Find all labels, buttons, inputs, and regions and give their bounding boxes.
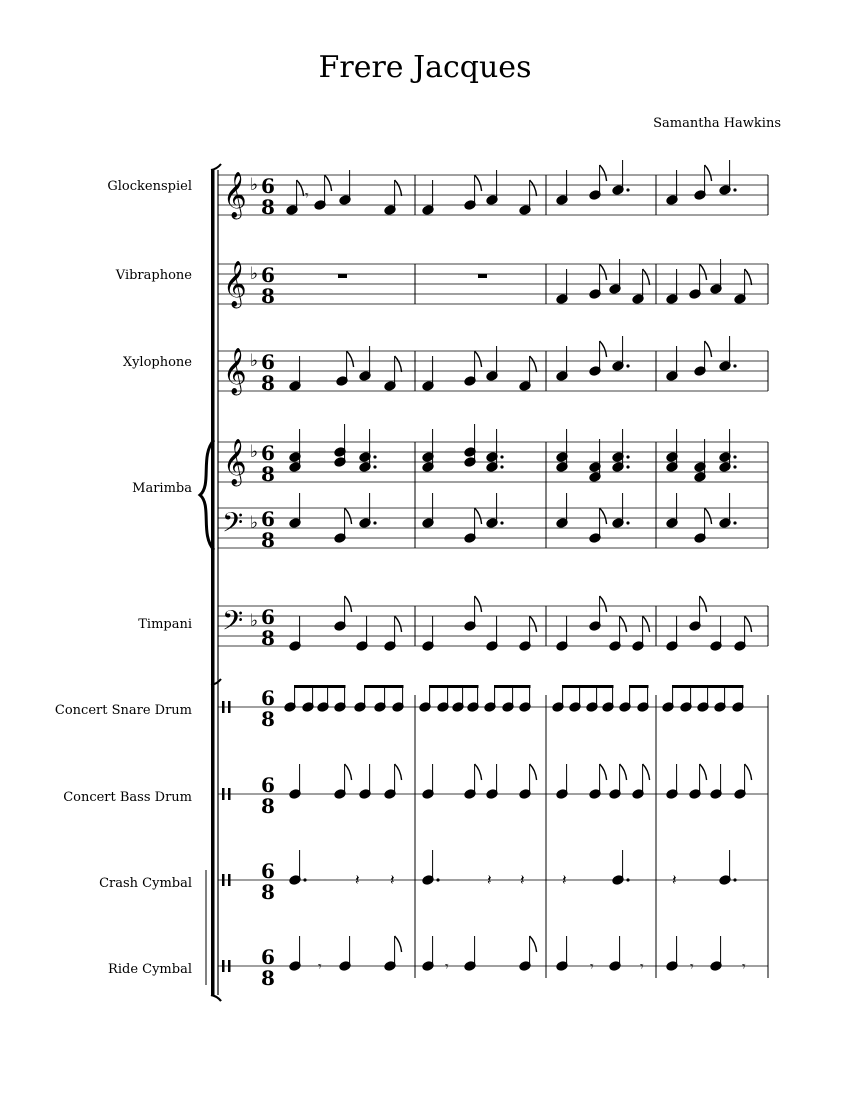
bass-drum-percussion-clef-icon	[228, 788, 231, 800]
vibraphone-flat-icon: ♭	[250, 264, 259, 284]
vibraphone-measure-rest	[478, 274, 487, 278]
note-flag	[700, 264, 707, 280]
note-dot	[373, 465, 376, 468]
note-flag	[475, 351, 482, 367]
snare-time-numerator: 6	[261, 686, 275, 710]
note-dot	[733, 878, 736, 881]
note-flag	[395, 764, 402, 780]
marimba-treble-time-numerator: 6	[261, 441, 275, 465]
note-flag	[395, 616, 402, 632]
note-dot	[733, 188, 736, 191]
note-flag	[297, 180, 304, 196]
note-flag	[620, 616, 627, 632]
crash-time-numerator: 6	[261, 859, 275, 883]
glockenspiel-time-numerator: 6	[261, 174, 275, 198]
note-flag	[643, 269, 650, 285]
snare-beam	[494, 685, 531, 688]
ride-rest: 𝄾	[590, 959, 594, 975]
note-flag	[600, 341, 607, 357]
marimba-bass-time-numerator: 6	[261, 507, 275, 531]
note-flag	[643, 764, 650, 780]
note-flag	[745, 616, 752, 632]
note-flag	[530, 180, 537, 196]
vibraphone-measure-rest	[338, 274, 347, 278]
note-dot	[500, 465, 503, 468]
marimba-bass-bass-clef-icon: 𝄢	[222, 506, 244, 545]
crash-percussion-clef-icon	[228, 874, 231, 886]
bracket-icon	[211, 685, 215, 995]
instrument-label-vibraphone: Vibraphone	[115, 268, 192, 283]
note-flag	[530, 356, 537, 372]
note-dot	[373, 455, 376, 458]
note-flag	[475, 508, 482, 524]
glockenspiel-rest: 𝄾	[305, 188, 309, 204]
crash-rest: 𝄽	[672, 871, 677, 889]
marimba-treble-flat-icon: ♭	[250, 442, 259, 462]
note-flag	[600, 508, 607, 524]
bass-drum-time-denominator: 8	[261, 794, 275, 818]
note-dot	[626, 465, 629, 468]
note-flag	[395, 356, 402, 372]
instrument-label-ride: Ride Cymbal	[108, 962, 192, 977]
note-flag	[745, 764, 752, 780]
xylophone-time-denominator: 8	[261, 371, 275, 395]
snare-beam	[562, 685, 614, 688]
note-flag	[600, 596, 607, 612]
ride-percussion-clef-icon	[228, 960, 231, 972]
note-flag	[745, 269, 752, 285]
note-flag	[530, 936, 537, 952]
note-flag	[700, 596, 707, 612]
note-flag	[600, 264, 607, 280]
bass-drum-time-numerator: 6	[261, 773, 275, 797]
ride-rest: 𝄾	[318, 959, 322, 975]
composer: Samantha Hawkins	[653, 116, 781, 131]
ride-percussion-clef-icon	[222, 960, 225, 972]
instrument-label-glockenspiel: Glockenspiel	[107, 179, 192, 194]
note-flag	[530, 764, 537, 780]
crash-percussion-clef-icon	[222, 874, 225, 886]
vibraphone-treble-clef-icon: 𝄞	[223, 261, 247, 307]
note-flag	[705, 508, 712, 524]
vibraphone-time-numerator: 6	[261, 263, 275, 287]
note-flag	[347, 351, 354, 367]
xylophone-treble-clef-icon: 𝄞	[223, 348, 247, 394]
snare-percussion-clef-icon	[228, 701, 231, 713]
glockenspiel-flat-icon: ♭	[250, 175, 259, 195]
instrument-label-snare: Concert Snare Drum	[54, 703, 192, 718]
snare-percussion-clef-icon	[222, 701, 225, 713]
crash-time-denominator: 8	[261, 880, 275, 904]
note-flag	[475, 596, 482, 612]
note-flag	[395, 180, 402, 196]
timpani-time-denominator: 8	[261, 626, 275, 650]
note-flag	[395, 936, 402, 952]
snare-beam	[429, 685, 479, 688]
note-flag	[475, 175, 482, 191]
note-dot	[626, 364, 629, 367]
note-dot	[733, 521, 736, 524]
timpani-flat-icon: ♭	[250, 611, 259, 631]
note-flag	[643, 616, 650, 632]
instrument-label-bass-drum: Concert Bass Drum	[63, 790, 192, 805]
note-flag	[345, 764, 352, 780]
note-dot	[500, 521, 503, 524]
crash-rest: 𝄽	[355, 871, 360, 889]
note-dot	[500, 455, 503, 458]
vibraphone-time-denominator: 8	[261, 284, 275, 308]
ride-time-denominator: 8	[261, 966, 275, 990]
note-flag	[700, 764, 707, 780]
note-flag	[620, 764, 627, 780]
note-dot	[436, 878, 439, 881]
ride-rest: 𝄾	[640, 959, 644, 975]
note-dot	[303, 878, 306, 881]
score-title: Frere Jacques	[318, 50, 532, 85]
instrument-label-marimba: Marimba	[132, 481, 192, 496]
xylophone-flat-icon: ♭	[250, 351, 259, 371]
note-dot	[733, 364, 736, 367]
timpani-bass-clef-icon: 𝄢	[222, 604, 244, 643]
ride-rest: 𝄾	[445, 959, 449, 975]
snare-beam	[364, 685, 404, 688]
note-flag	[345, 596, 352, 612]
bass-drum-percussion-clef-icon	[222, 788, 225, 800]
marimba-bass-flat-icon: ♭	[250, 513, 259, 533]
note-flag	[345, 508, 352, 524]
instrument-label-crash: Crash Cymbal	[99, 876, 192, 891]
bracket-icon-top	[211, 164, 221, 170]
snare-beam	[672, 685, 744, 688]
note-flag	[705, 165, 712, 181]
note-flag	[530, 616, 537, 632]
crash-rest: 𝄽	[562, 871, 567, 889]
note-dot	[733, 465, 736, 468]
glockenspiel-treble-clef-icon: 𝄞	[223, 172, 247, 218]
xylophone-time-numerator: 6	[261, 350, 275, 374]
marimba-treble-time-denominator: 8	[261, 462, 275, 486]
marimba-treble-treble-clef-icon: 𝄞	[223, 439, 247, 485]
marimba-bass-time-denominator: 8	[261, 528, 275, 552]
note-dot	[626, 878, 629, 881]
crash-rest: 𝄽	[487, 871, 492, 889]
crash-rest: 𝄽	[520, 871, 525, 889]
note-flag	[705, 341, 712, 357]
crash-rest: 𝄽	[390, 871, 395, 889]
instrument-label-timpani: Timpani	[138, 617, 192, 632]
ride-rest: 𝄾	[690, 959, 694, 975]
ride-time-numerator: 6	[261, 945, 275, 969]
ride-rest: 𝄾	[742, 959, 746, 975]
snare-beam	[294, 685, 346, 688]
note-flag	[475, 764, 482, 780]
instrument-label-xylophone: Xylophone	[122, 355, 192, 370]
snare-time-denominator: 8	[261, 707, 275, 731]
note-flag	[600, 165, 607, 181]
note-flag	[325, 175, 332, 191]
note-dot	[373, 521, 376, 524]
note-dot	[626, 455, 629, 458]
note-dot	[733, 455, 736, 458]
snare-beam	[629, 685, 649, 688]
note-flag	[600, 764, 607, 780]
bracket-icon-bottom	[211, 995, 221, 1001]
note-dot	[626, 521, 629, 524]
glockenspiel-time-denominator: 8	[261, 195, 275, 219]
timpani-time-numerator: 6	[261, 605, 275, 629]
note-dot	[626, 188, 629, 191]
